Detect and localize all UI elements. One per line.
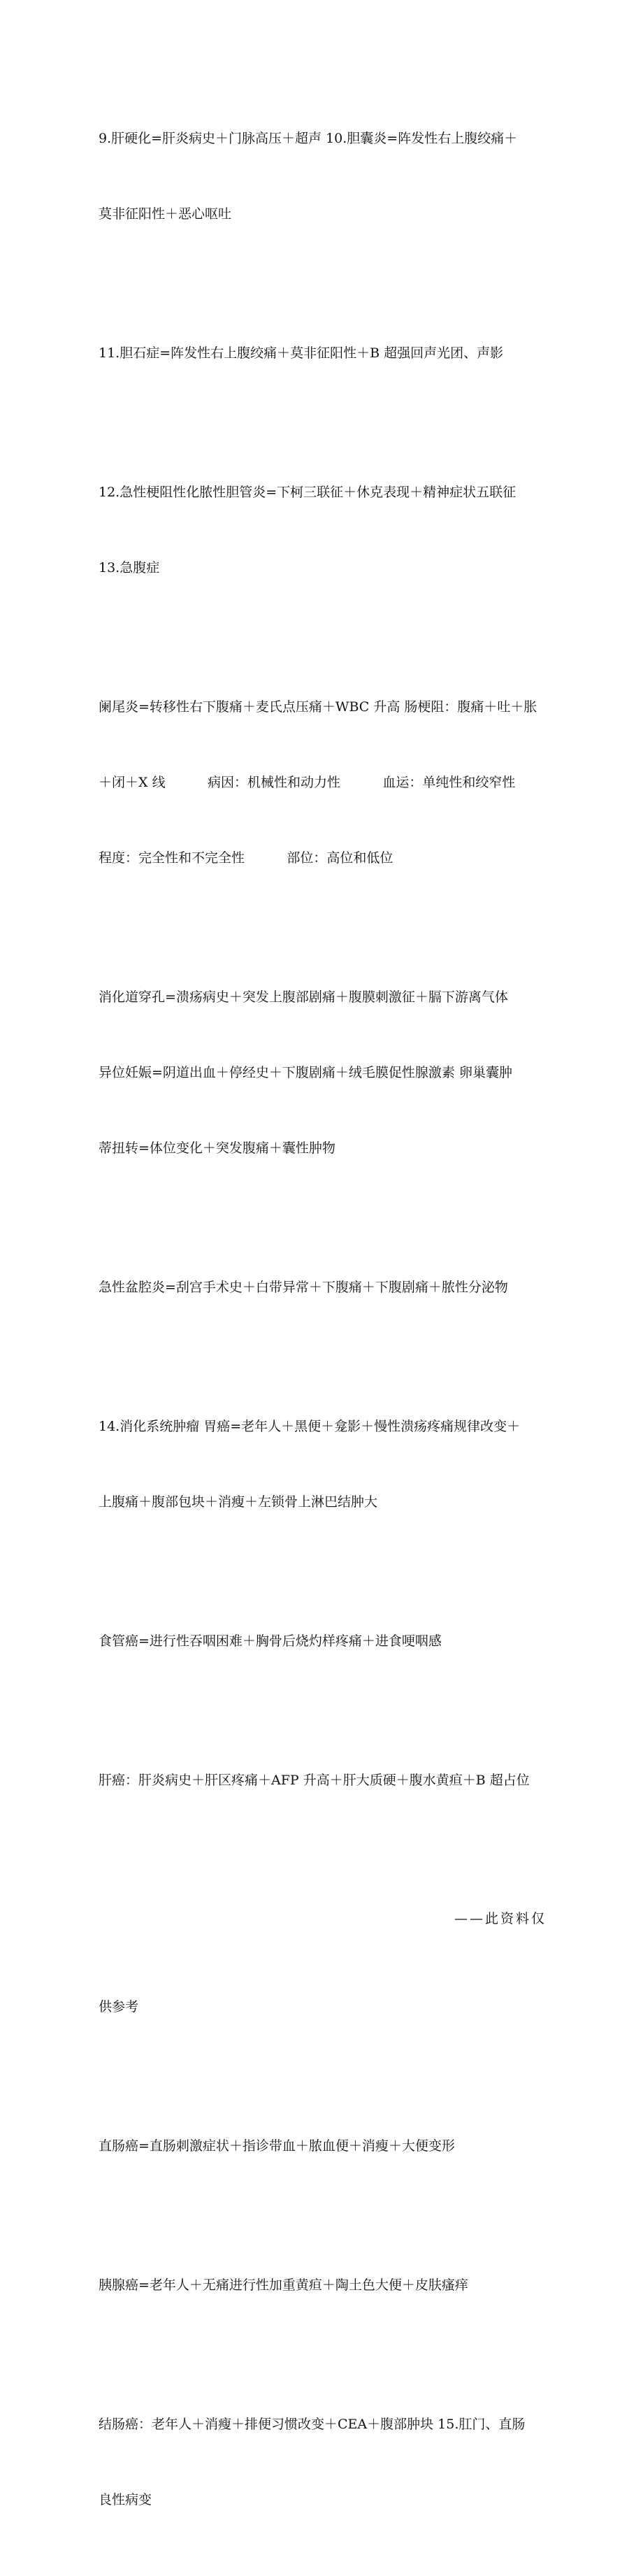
text-line: 上腹痛＋腹部包块＋消瘦＋左锁骨上淋巴结肿大 [99, 1494, 378, 1510]
text-line: 胰腺癌=老年人＋无痛进行性加重黄疸＋陶土色大便＋皮肤瘙痒 [99, 2277, 468, 2293]
paragraph-cholelithiasis [99, 290, 547, 416]
text-line: 9.肝硬化=肝炎病史＋门脉高压＋超声 10.胆囊炎=阵发性右上腹绞痛＋ [99, 131, 518, 146]
text-line: 良性病变 [99, 2492, 152, 2507]
paragraph-appendicitis-obstruction [99, 644, 547, 921]
reference-note [99, 1856, 547, 2070]
text-line: 肝癌：肝炎病史＋肝区疼痛＋AFP 升高＋肝大质硬＋腹水黄疸＋B 超占位 [99, 1773, 530, 1788]
text-line: 莫非征阳性＋恶心呕吐 [99, 206, 232, 222]
reference-note-right: ——此资料仅 [454, 1911, 547, 1926]
text-line: 结肠癌：老年人＋消瘦＋排便习惯改变＋CEA＋腹部肿块 15.肛门、直肠 [99, 2417, 526, 2432]
paragraph-cholangitis [99, 429, 547, 631]
paragraph-colon-cancer [99, 2361, 547, 2563]
paragraph-pelvic-inflammation [99, 1224, 547, 1350]
paragraph-liver-cancer [99, 1717, 547, 1843]
paragraph-esophageal-cancer [99, 1578, 547, 1704]
text-line: 14.消化系统肿瘤 胃癌=老年人＋黑便＋龛影＋慢性溃疡疼痛规律改变＋ [99, 1419, 521, 1434]
paragraph-gastric-cancer [99, 1364, 547, 1565]
text-line: 11.胆石症=阵发性右上腹绞痛＋莫非征阳性＋B 超强回声光团、声影 [99, 345, 504, 361]
text-line: 程度：完全性和不完全性 部位：高位和低位 [99, 850, 393, 866]
reference-note-left: 供参考 [99, 1999, 139, 2015]
paragraph-cirrhosis-cholecystitis [99, 76, 547, 277]
text-line: 食管癌=进行性吞咽困难＋胸骨后烧灼样疼痛＋进食哽咽感 [99, 1633, 442, 1649]
document-body [99, 76, 547, 2576]
text-line: 消化道穿孔=溃疡病史＋突发上腹部剧痛＋腹膜刺激征＋膈下游离气体 [99, 989, 508, 1005]
text-line: 13.急腹症 [99, 560, 160, 575]
text-line: 阑尾炎=转移性右下腹痛＋麦氏点压痛＋WBC 升高 肠梗阻：腹痛＋吐＋胀 [99, 699, 537, 715]
text-line: ＋闭＋X 线 病因：机械性和动力性 血运：单纯性和绞窄性 [99, 775, 516, 790]
text-line: 12.急性梗阻性化脓性胆管炎=下柯三联征＋休克表现＋精神症状五联征 [99, 485, 516, 500]
text-line: 蒂扭转=体位变化＋突发腹痛＋囊性肿物 [99, 1140, 335, 1156]
paragraph-rectal-cancer [99, 2083, 547, 2209]
text-line: 急性盆腔炎=刮宫手术史＋白带异常＋下腹痛＋下腹剧痛＋脓性分泌物 [99, 1280, 508, 1295]
text-line: 直肠癌=直肠刺激症状＋指诊带血＋脓血便＋消瘦＋大便变形 [99, 2138, 455, 2154]
paragraph-perforation-ectopic [99, 934, 547, 1211]
paragraph-pancreatic-cancer [99, 2222, 547, 2348]
text-line: 异位妊娠=阴道出血＋停经史＋下腹剧痛＋绒毛膜促性腺激素 卵巢囊肿 [99, 1065, 512, 1080]
